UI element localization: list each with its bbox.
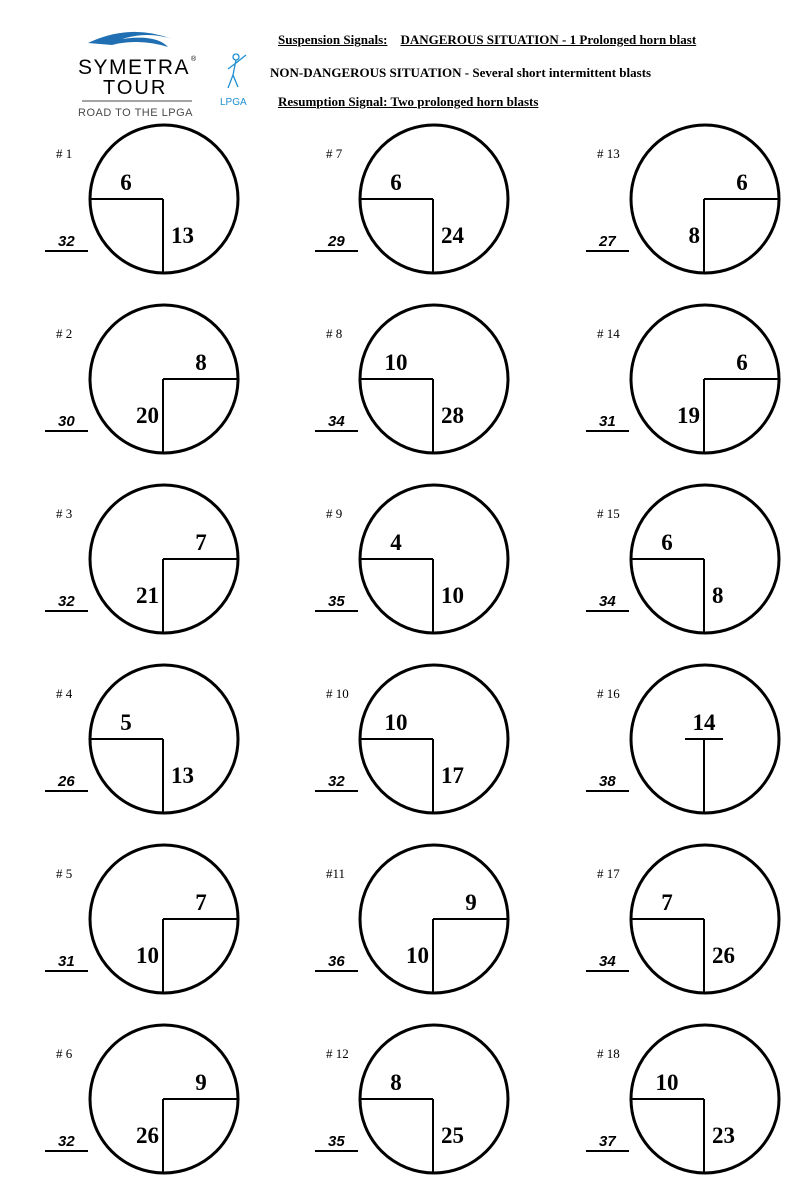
green-depth: 29 [328,233,345,250]
pin-distance-from-edge: 8 [195,350,207,375]
pin-distance-from-front: 8 [712,583,724,608]
green-depth: 34 [599,593,616,610]
pin-distance-from-front: 17 [441,763,464,788]
green-depth: 32 [58,233,75,250]
pin-distance-from-front: 26 [712,943,735,968]
hole-diagram [315,485,508,633]
hole-number: # 13 [597,146,620,161]
pin-distance-from-front: 10 [441,583,464,608]
hole-number: # 14 [597,326,620,341]
hole-diagram [586,125,779,273]
pin-distance-from-front: 8 [688,223,700,248]
green-depth: 32 [58,1133,75,1150]
pin-distance-from-edge: 5 [120,710,132,735]
hole-diagram [45,485,238,633]
pin-distance-from-edge: 7 [195,530,207,555]
registered-mark: ® [191,56,197,63]
hole-number: # 3 [56,506,73,521]
suspension-label: Suspension Signals: [278,32,388,47]
pin-distance-from-edge: 14 [692,710,716,735]
hole-diagram [315,665,508,813]
hole-diagram [315,125,508,273]
hole-number: # 9 [326,506,343,521]
hole-number: # 16 [597,686,620,701]
non-dangerous-situation: NON-DANGEROUS SITUATION - Several short intermittent blasts [270,65,652,80]
pin-distance-from-edge: 10 [384,350,408,375]
hole-diagram [45,125,238,273]
pin-distance-from-edge: 6 [390,170,402,195]
hole-number: #11 [326,866,346,881]
pin-distance-from-edge: 6 [736,170,748,195]
brand-line2: TOUR [103,77,168,99]
pin-distance-from-front: 24 [441,223,464,248]
hole-diagram [586,1025,779,1173]
pin-distance-from-edge: 9 [465,890,477,915]
green-depth: 37 [599,1133,616,1150]
resumption-signal: Resumption Signal: Two prolonged horn blasts [278,94,539,109]
pin-distance-from-front: 10 [406,943,429,968]
pin-distance-from-edge: 10 [384,710,408,735]
hole-number: # 7 [326,146,343,161]
pin-distance-from-front: 20 [136,403,159,428]
hole-diagram [586,845,779,993]
green-depth: 31 [599,413,616,430]
hole-diagram [45,1025,238,1173]
green-depth: 34 [599,953,616,970]
green-depth: 35 [328,593,345,610]
hole-diagram [315,305,508,453]
green-depth: 31 [58,953,75,970]
lpga-text: LPGA [220,97,247,108]
pin-distance-from-edge: 9 [195,1070,207,1095]
pin-distance-from-front: 13 [171,223,194,248]
pin-distance-from-edge: 6 [661,530,673,555]
green-depth: 32 [328,773,345,790]
dangerous-situation: DANGEROUS SITUATION - 1 Prolonged horn blast [400,32,697,47]
pin-distance-from-edge: 10 [655,1070,679,1095]
hole-number: # 10 [326,686,349,701]
hole-number: # 17 [597,866,620,881]
hole-number: # 1 [56,146,73,161]
pin-distance-from-edge: 6 [736,350,748,375]
green-depth: 32 [58,593,75,610]
pin-distance-from-edge: 8 [390,1070,402,1095]
hole-number: # 18 [597,1046,620,1061]
hole-number: # 6 [56,1046,73,1061]
green-depth: 36 [328,953,345,970]
green-depth: 26 [58,773,75,790]
pin-distance-from-edge: 4 [390,530,402,555]
hole-number: # 2 [56,326,73,341]
green-depth: 35 [328,1133,345,1150]
pin-distance-from-front: 10 [136,943,159,968]
hole-diagram [45,305,238,453]
brand-line1: SYMETRA [78,56,191,79]
hole-diagram [45,845,238,993]
green-depth: 38 [599,773,616,790]
pin-distance-from-front: 28 [441,403,464,428]
hole-diagram [45,665,238,813]
hole-number: # 12 [326,1046,349,1061]
tagline: ROAD TO THE LPGA [78,107,193,119]
pin-distance-from-edge: 6 [120,170,132,195]
pin-distance-from-front: 26 [136,1123,159,1148]
pin-distance-from-front: 23 [712,1123,735,1148]
pin-distance-from-front: 19 [677,403,700,428]
hole-number: # 4 [56,686,73,701]
hole-number: # 8 [326,326,343,341]
hole-diagram [586,305,779,453]
green-depth: 34 [328,413,345,430]
hole-number: # 15 [597,506,620,521]
pin-distance-from-edge: 7 [195,890,207,915]
hole-diagram [586,665,779,813]
green-depth: 27 [599,233,616,250]
pin-distance-from-front: 21 [136,583,159,608]
hole-diagram [315,1025,508,1173]
pin-distance-from-front: 25 [441,1123,464,1148]
hole-diagram [315,845,508,993]
pin-distance-from-front: 13 [171,763,194,788]
hole-number: # 5 [56,866,73,881]
hole-diagram [586,485,779,633]
green-depth: 30 [58,413,75,430]
pin-distance-from-edge: 7 [661,890,673,915]
